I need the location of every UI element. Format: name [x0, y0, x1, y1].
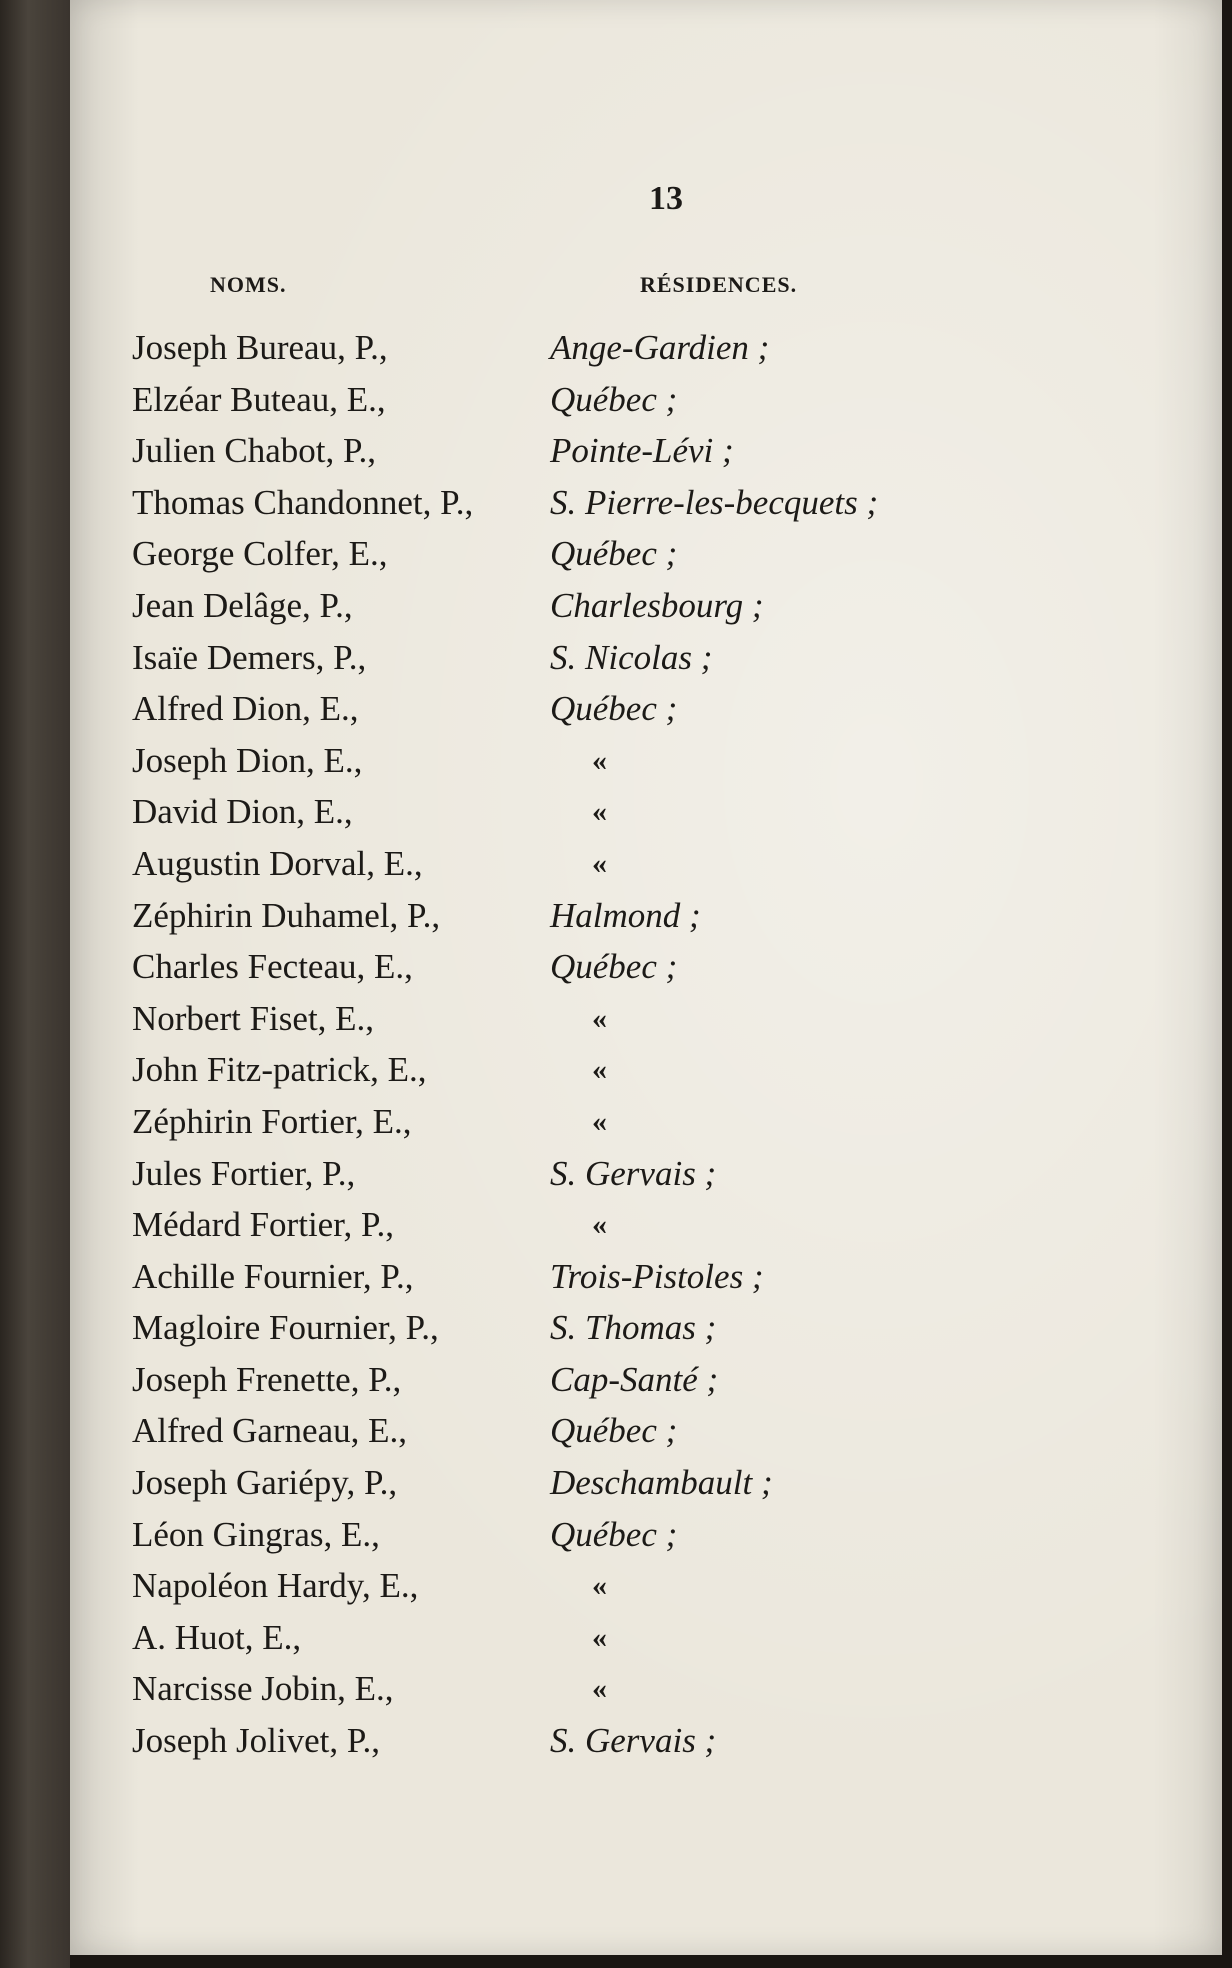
entry-name: George Colfer, E., — [132, 534, 388, 574]
entry-name: A. Huot, E., — [132, 1617, 302, 1657]
entry-name: Médard Fortier, P., — [132, 1205, 395, 1245]
entry-residence: Ange-Gardien ; — [550, 328, 770, 367]
list-item — [70, 1251, 1222, 1303]
entry-name: Joseph Gariépy, P., — [132, 1463, 398, 1503]
entry-name: Charles Fecteau, E., — [132, 947, 413, 987]
list-item — [70, 838, 1222, 890]
entry-residence: S. Thomas ; — [550, 1308, 717, 1348]
entry-residence: Charlesbourg ; — [550, 585, 764, 625]
list-item — [70, 580, 1222, 632]
list-item — [70, 1663, 1222, 1715]
entry-residence: Québec ; — [550, 947, 678, 987]
list-item — [70, 1715, 1222, 1767]
list-item — [70, 1457, 1222, 1509]
entry-residence-ditto: « — [592, 1672, 607, 1706]
entry-name: Joseph Frenette, P., — [132, 1359, 402, 1399]
entry-residence-ditto: « — [592, 1620, 607, 1654]
entry-residence: Québec ; — [550, 534, 678, 574]
entry-residence-ditto: « — [592, 1001, 607, 1035]
list-item — [70, 1199, 1222, 1251]
entry-residence: Québec ; — [550, 1514, 678, 1554]
list-item — [70, 1354, 1222, 1406]
entry-residence-ditto: « — [592, 846, 607, 880]
list-item — [70, 683, 1222, 735]
entry-residence-ditto: « — [592, 1104, 607, 1138]
entry-residence: S. Gervais ; — [550, 1153, 717, 1193]
book-spine — [0, 0, 70, 1968]
list-item — [70, 425, 1222, 477]
list-item — [70, 1148, 1222, 1200]
entry-name: Napoléon Hardy, E., — [132, 1566, 419, 1606]
column-header-residences: RÉSIDENCES. — [640, 272, 798, 297]
list-item — [70, 528, 1222, 580]
entry-name: Norbert Fiset, E., — [132, 998, 375, 1038]
entry-name: Zéphirin Fortier, E., — [132, 1101, 412, 1141]
entry-name: Isaïe Demers, P., — [132, 637, 367, 677]
entries-list — [70, 322, 1222, 1767]
entry-name: Joseph Jolivet, P., — [132, 1721, 380, 1761]
book-page — [70, 0, 1222, 1955]
entry-name: Narcisse Jobin, E., — [132, 1669, 394, 1709]
entry-name: Achille Fournier, P., — [132, 1256, 414, 1296]
list-item — [70, 1405, 1222, 1457]
list-item — [70, 735, 1222, 787]
entry-name: Zéphirin Duhamel, P., — [132, 895, 441, 935]
entry-name: Jules Fortier, P., — [132, 1153, 356, 1193]
entry-residence-ditto: « — [592, 795, 607, 829]
entry-residence-ditto: « — [592, 1208, 607, 1242]
entry-name: Elzéar Buteau, E., — [132, 379, 386, 419]
list-item — [70, 890, 1222, 942]
entry-residence-ditto: « — [592, 1569, 607, 1603]
entry-residence: Trois-Pistoles ; — [550, 1256, 764, 1296]
entry-residence: S. Pierre-les-becquets ; — [550, 482, 879, 522]
entry-residence: Pointe-Lévi ; — [550, 431, 734, 471]
list-item — [70, 941, 1222, 993]
entry-residence: Halmond ; — [550, 895, 701, 935]
list-item — [70, 1509, 1222, 1561]
entry-residence: Québec ; — [550, 379, 678, 419]
entry-name: David Dion, E., — [132, 792, 353, 832]
list-item — [70, 374, 1222, 426]
entry-name: Alfred Garneau, E., — [132, 1411, 408, 1451]
list-item — [70, 786, 1222, 838]
list-item — [70, 993, 1222, 1045]
entry-name: John Fitz-patrick, E., — [132, 1050, 427, 1090]
entry-residence: Québec ; — [550, 1411, 678, 1451]
entry-residence: S. Nicolas ; — [550, 637, 713, 677]
list-item — [70, 477, 1222, 529]
entry-name: Jean Delâge, P., — [132, 585, 353, 625]
list-item — [70, 1302, 1222, 1354]
list-item — [70, 1044, 1222, 1096]
page-number: 13 — [649, 180, 683, 217]
list-item — [70, 1612, 1222, 1664]
entry-name: Augustin Dorval, E., — [132, 843, 423, 883]
entry-residence: Cap-Santé ; — [550, 1359, 719, 1399]
entry-name: Magloire Fournier, P., — [132, 1308, 439, 1348]
entry-residence: Québec ; — [550, 689, 678, 729]
entry-residence: S. Gervais ; — [550, 1721, 717, 1761]
entry-name: Léon Gingras, E., — [132, 1514, 380, 1554]
entry-residence-ditto: « — [592, 743, 607, 777]
entry-name: Joseph Dion, E., — [132, 740, 363, 780]
column-header-names: NOMS. — [210, 272, 287, 297]
list-item — [70, 322, 1222, 374]
entry-residence: Deschambault ; — [550, 1463, 773, 1503]
entry-name: Joseph Bureau, P., — [132, 328, 388, 367]
list-item — [70, 1096, 1222, 1148]
list-item — [70, 632, 1222, 684]
entry-name: Julien Chabot, P., — [132, 431, 377, 471]
entry-name: Alfred Dion, E., — [132, 689, 359, 729]
entry-name: Thomas Chandonnet, P., — [132, 482, 474, 522]
list-item — [70, 1560, 1222, 1612]
entry-residence-ditto: « — [592, 1053, 607, 1087]
